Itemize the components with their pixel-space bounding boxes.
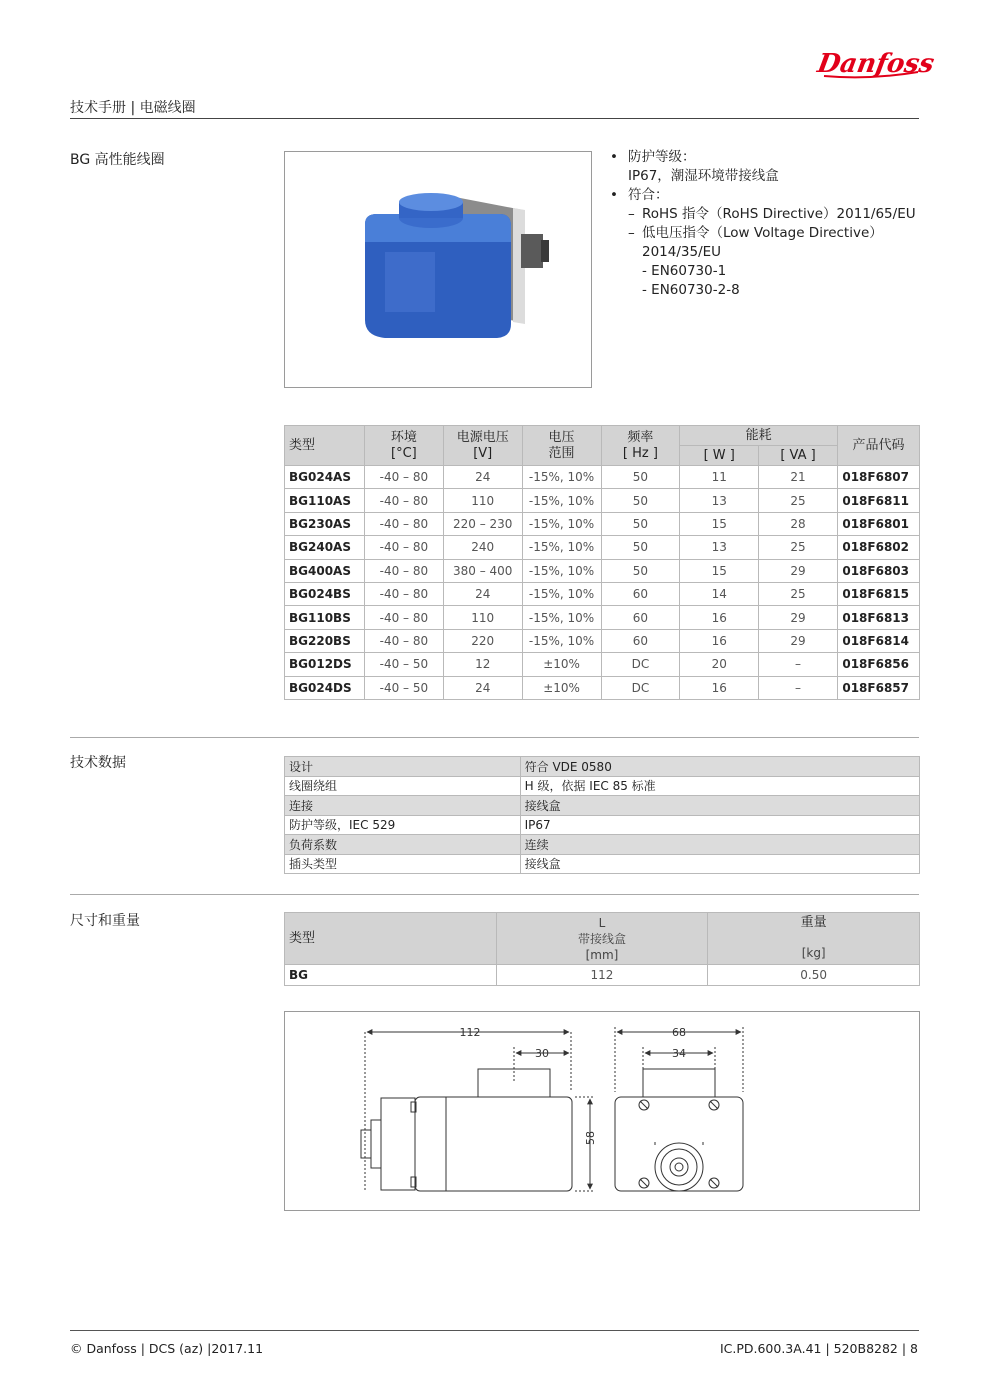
section-label-bg-coil: BG 高性能线圈: [70, 152, 165, 168]
footer-copyright: © Danfoss | DCS (az) |2017.11: [70, 1341, 264, 1356]
bullet-item: • 防护等级：: [610, 149, 696, 165]
bullet-item: • 符合：: [610, 187, 669, 203]
table-row: 连接 接线盒: [285, 796, 920, 816]
bullet-item: - EN60730-2-8: [642, 282, 740, 298]
table-row: BG024DS -40 – 50 24 ±10% DC 16 – 018F6857: [285, 676, 920, 699]
table-row: 插头类型 接线盒: [285, 854, 920, 874]
header-divider: [70, 118, 919, 119]
table-row: BG220BS -40 – 80 220 -15%, 10% 60 16 29 018F6814: [285, 629, 920, 652]
dimension-drawing-svg: [285, 1012, 919, 1210]
section-divider: [70, 894, 919, 895]
feature-bullet-list: [610, 148, 916, 300]
table-row: BG240AS -40 – 80 240 -15%, 10% 50 13 25 018F6802: [285, 536, 920, 559]
bullet-item: – RoHS 指令（RoHS Directive）2011/65/EU: [628, 206, 916, 222]
table-row: 防护等级，IEC 529 IP67: [285, 815, 920, 835]
page-header-title: 技术手册 | 电磁线圈: [70, 100, 196, 116]
danfoss-logo: [815, 40, 937, 82]
header-length: L 带接线盒 [mm]: [496, 913, 708, 965]
dim-label-30: 30: [535, 1047, 549, 1060]
header-power-va: [ VA ]: [759, 446, 838, 466]
dimensions-table: [284, 912, 920, 986]
table-row: BG110BS -40 – 80 110 -15%, 10% 60 16 29 018F6813: [285, 606, 920, 629]
table-row: BG024AS -40 – 80 24 -15%, 10% 50 11 21 018F6807: [285, 466, 920, 489]
table-row: BG400AS -40 – 80 380 – 400 -15%, 10% 50 15 29 018F6803: [285, 559, 920, 582]
section-label-tech-data: 技术数据: [70, 755, 126, 771]
coil-spec-table: [284, 425, 920, 700]
header-voltage: 电源电压 [V]: [443, 426, 522, 466]
header-frequency: 频率 [ Hz ]: [601, 426, 680, 466]
bullet-item: IP67，潮湿环境带接线盒: [628, 168, 779, 184]
dim-label-34: 34: [672, 1047, 686, 1060]
header-power-w: [ W ]: [680, 446, 759, 466]
header-code: 产品代码: [837, 426, 919, 466]
product-photo: [284, 151, 592, 388]
table-row: BG110AS -40 – 80 110 -15%, 10% 50 13 25 018F6811: [285, 489, 920, 512]
section-label-dimensions: 尺寸和重量: [70, 913, 140, 929]
bullet-item: – 低电压指令（Low Voltage Directive）: [628, 225, 883, 241]
coil-illustration: [285, 152, 591, 387]
header-weight: 重量 [kg]: [708, 913, 920, 965]
table-row: 线圈绕组 H 级，依据 IEC 85 标准: [285, 776, 920, 796]
dim-label-68: 68: [672, 1026, 686, 1039]
header-type: 类型: [285, 426, 365, 466]
header-type: 类型: [285, 913, 497, 965]
dim-label-112: 112: [459, 1026, 481, 1039]
table-row: 设计 符合 VDE 0580: [285, 757, 920, 777]
dimension-drawing: [284, 1011, 920, 1211]
header-voltage-range: 电压 范围: [522, 426, 601, 466]
dim-label-58: 58: [584, 1131, 597, 1145]
bullet-item: - EN60730-1: [642, 263, 727, 279]
bullet-item: 2014/35/EU: [642, 244, 722, 260]
table-row: BG230AS -40 – 80 220 – 230 -15%, 10% 50 15 28 018F6801: [285, 512, 920, 535]
tech-data-table: [284, 756, 920, 874]
svg-text:Danfoss: Danfoss: [815, 48, 937, 79]
footer-divider: [70, 1330, 919, 1331]
table-row: BG024BS -40 – 80 24 -15%, 10% 60 14 25 018F6815: [285, 582, 920, 605]
section-divider: [70, 737, 919, 738]
table-row: 负荷系数 连续: [285, 835, 920, 855]
header-ambient: 环境 [°C]: [364, 426, 443, 466]
table-row: BG012DS -40 – 50 12 ±10% DC 20 – 018F6856: [285, 653, 920, 676]
footer-doc-ref: IC.PD.600.3A.41 | 520B8282 | 8: [719, 1341, 918, 1356]
table-row: BG 112 0.50: [285, 965, 920, 986]
header-power: 能耗: [680, 426, 838, 446]
